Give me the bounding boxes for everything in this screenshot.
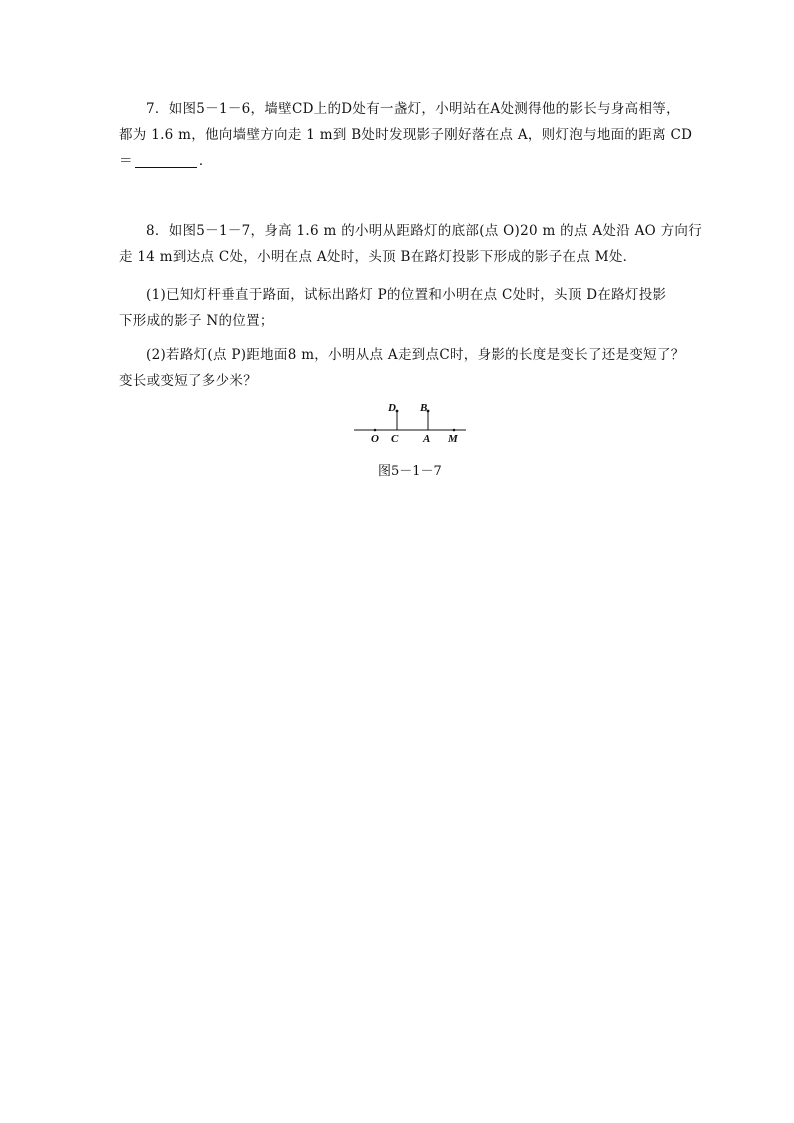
q8-line-2: 走 14 m到达点 C处，小明在点 A处时，头顶 B在路灯投影下形成的影子在点 M处． bbox=[119, 249, 637, 265]
answer-blank[interactable] bbox=[135, 153, 197, 168]
point-m bbox=[453, 429, 456, 432]
q8-part2-line-1: (2)若路灯(点 P)距地面8 m，小明从点 A走到点C时，身影的长度是变长了还是变短了？ bbox=[146, 347, 685, 363]
label-d: D bbox=[388, 402, 396, 414]
question-8-part-2 bbox=[119, 342, 685, 394]
q8-part1-line-2: 下形成的影子 N的位置； bbox=[119, 313, 274, 329]
q8-part2-line-2: 变长或变短了多少米？ bbox=[119, 373, 257, 389]
label-o: O bbox=[371, 433, 379, 445]
q8-line-1: 8．如图5－1－7，身高 1.6 m 的小明从距路灯的底部(点 O)20 m 的点 A处沿 AO 方向行 bbox=[146, 223, 702, 239]
question-7 bbox=[119, 96, 693, 174]
q7-line-3 bbox=[119, 148, 679, 174]
label-a: A bbox=[423, 433, 431, 445]
label-m: M bbox=[448, 433, 458, 445]
q8-part1-line-1: (1)已知灯杆垂直于路面，试标出路灯 P的位置和小明在点 C处时，头顶 D在路灯投影 bbox=[146, 287, 667, 303]
label-c: C bbox=[391, 433, 399, 445]
label-b: B bbox=[420, 402, 428, 414]
point-o bbox=[374, 429, 377, 432]
q7-line-1: 7．如图5－1－6，墙壁CD上的D处有一盏灯，小明站在A处测得他的影长与身高相等， bbox=[146, 101, 680, 117]
figure-5-1-7 bbox=[350, 398, 470, 450]
point-d bbox=[396, 410, 399, 413]
figure-caption: 图5－1－7 bbox=[378, 464, 442, 479]
q7-line-2: 都为 1.6 m，他向墙壁方向走 1 m到 B处时发现影子刚好落在点 A，则灯泡与地面的距离 CD bbox=[119, 127, 693, 143]
q7-equals: ＝ bbox=[119, 153, 133, 169]
question-8 bbox=[119, 218, 702, 270]
q7-period: ． bbox=[198, 153, 213, 169]
question-8-part-1 bbox=[119, 282, 679, 334]
